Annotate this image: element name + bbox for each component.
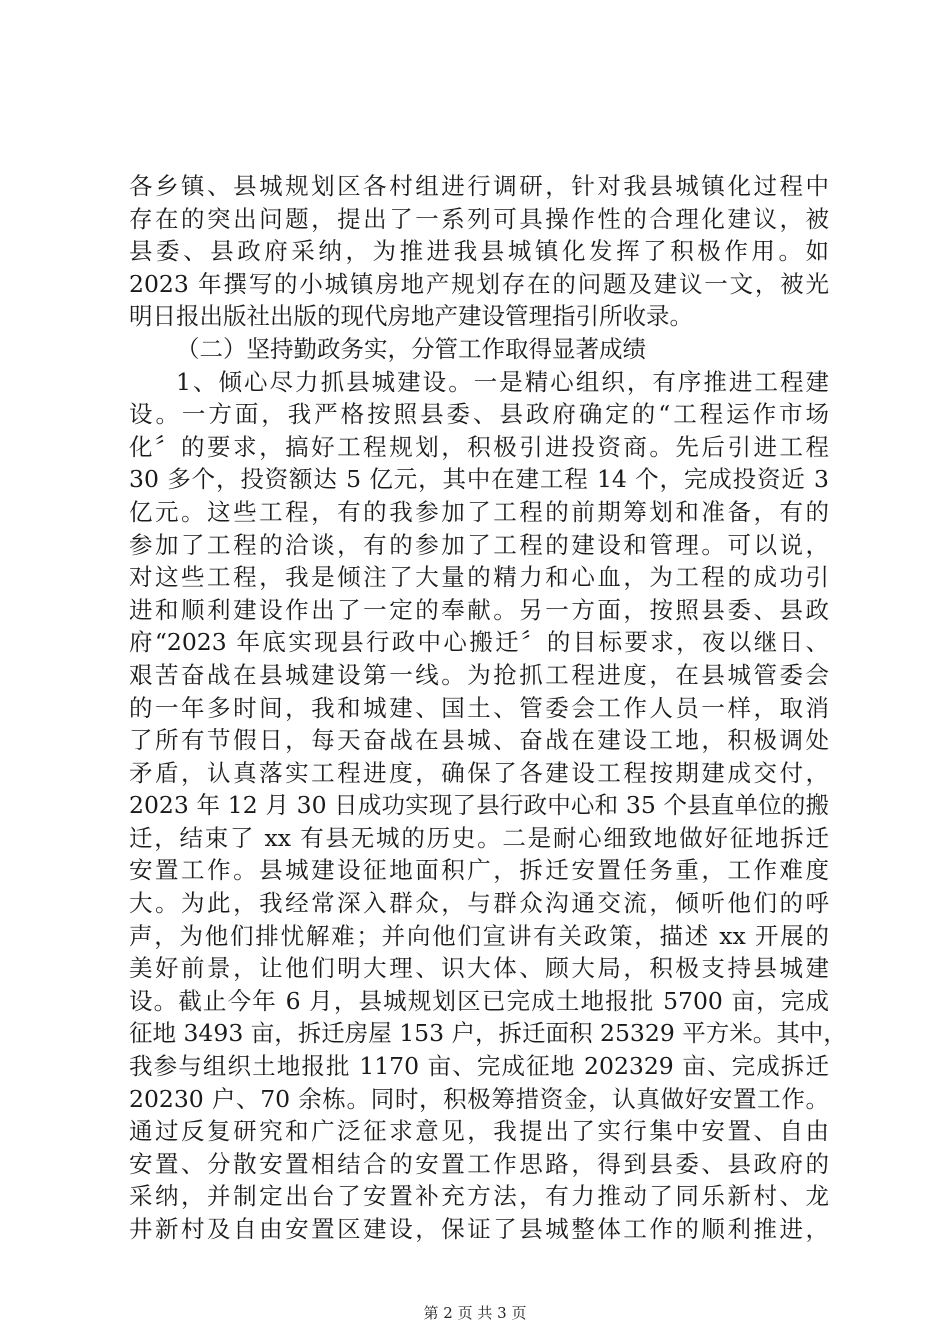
text-line: 进和顺利建设作出了一定的奉献。另一方面，按照县委、县政 — [129, 595, 829, 624]
text-line: 30 多个，投资额达 5 亿元，其中在建工程 14 个，完成投资近 3 — [129, 465, 829, 494]
text-line: 20230 户、70 余栋。同时，积极筹措资金，认真做好安置工作。 — [129, 1084, 829, 1113]
text-line: 明日报出版社出版的现代房地产建设管理指引所收录。 — [129, 302, 693, 331]
text-line: 声，为他们排忧解难；并向他们宣讲有关政策，描述 xx 开展的 — [129, 921, 829, 950]
text-line: 参加了工程的洽谈，有的参加了工程的建设和管理。可以说， — [129, 530, 829, 559]
text-line: 对这些工程，我是倾注了大量的精力和心血，为工程的成功引 — [129, 563, 829, 592]
text-line: 各乡镇、县城规划区各村组进行调研，针对我县城镇化过程中 — [129, 172, 829, 200]
text-line: 化〞的要求，搞好工程规划，积极引进投资商。先后引进工程 — [129, 432, 829, 461]
text-line: 美好前景，让他们明大理、识大体、顾大局，积极支持县城建 — [129, 954, 829, 983]
text-line: 1、倾心尽力抓县城建设。一是精心组织，有序推进工程建 — [176, 367, 829, 396]
text-line: 亿元。这些工程，有的我参加了工程的前期筹划和准备，有的 — [129, 497, 829, 526]
page-footer — [0, 1302, 950, 1323]
text-line: 艰苦奋战在县城建设第一线。为抢抓工程进度，在县城管委会 — [129, 660, 829, 689]
text-line: 设。截止今年 6 月，县城规划区已完成土地报批 5700 亩，完成 — [129, 986, 829, 1015]
text-line: 采纳，并制定出台了安置补充方法，有力推动了同乐新村、龙 — [129, 1182, 829, 1211]
text-line: 征地 3493 亩，拆迁房屋 153 户，拆迁面积 25329 平方米。其中， — [129, 1019, 847, 1048]
text-line: 的一年多时间，我和城建、国土、管委会工作人员一样，取消 — [129, 693, 829, 722]
text-line: 迁，结束了 xx 有县无城的历史。二是耐心细致地做好征地拆迁 — [129, 823, 829, 852]
page-number: 第 2 页 共 3 页 — [423, 1304, 527, 1322]
body-text — [129, 170, 847, 1246]
text-line: 矛盾，认真落实工程进度，确保了各建设工程按期建成交付， — [129, 758, 829, 787]
text-line: 2023 年 12 月 30 日成功实现了县行政中心和 35 个县直单位的搬 — [129, 791, 829, 820]
section-heading: （二）坚持勤政务实，分管工作取得显著成绩 — [176, 334, 646, 363]
text-line: 安置工作。县城建设征地面积广，拆迁安置任务重，工作难度 — [129, 856, 829, 885]
text-line: 存在的突出问题，提出了一系列可具操作性的合理化建议，被 — [129, 204, 829, 233]
text-line: 安置、分散安置相结合的安置工作思路，得到县委、县政府的 — [129, 1149, 829, 1178]
text-line: 2023 年撰写的小城镇房地产规划存在的问题及建议一文，被光 — [129, 269, 829, 298]
text-line: 通过反复研究和广泛征求意见，我提出了实行集中安置、自由 — [129, 1117, 829, 1146]
text-line: 大。为此，我经常深入群众，与群众沟通交流，倾听他们的呼 — [129, 889, 829, 918]
text-line: 了所有节假日，每天奋战在县城、奋战在建设工地，积极调处 — [129, 726, 829, 755]
text-line: 设。一方面，我严格按照县委、县政府确定的“工程运作市场 — [129, 400, 829, 429]
text-line: 井新村及自由安置区建设，保证了县城整体工作的顺利推进， — [129, 1215, 829, 1243]
text-line: 县委、县政府采纳，为推进我县城镇化发挥了积极作用。如 — [129, 237, 829, 266]
text-line: 我参与组织土地报批 1170 亩、完成征地 202329 亩、完成拆迁 — [129, 1052, 829, 1081]
text-line: 府“2023 年底实现县行政中心搬迁〞的目标要求，夜以继日、 — [129, 628, 829, 657]
